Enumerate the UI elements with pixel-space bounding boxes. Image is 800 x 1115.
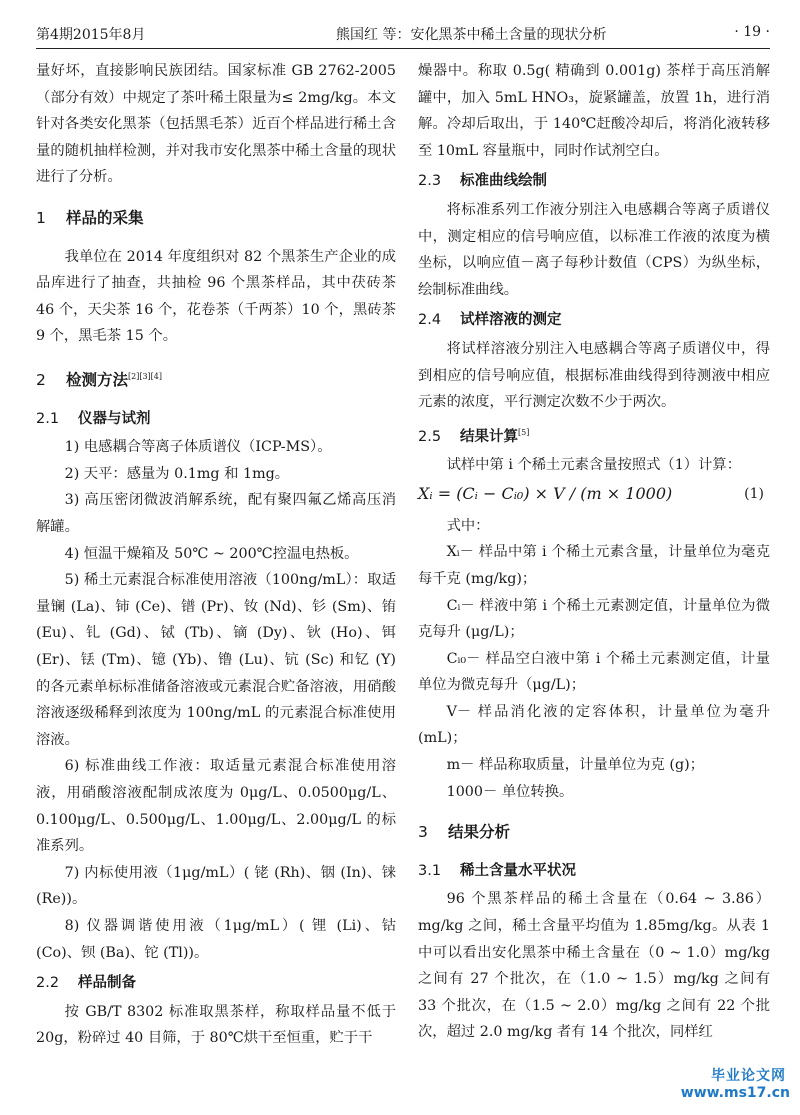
section-number: 2 [36, 371, 46, 390]
subsection-number: 2.3 [418, 173, 442, 190]
citation-ref: [2][3][4] [128, 371, 163, 381]
subsection-number: 2.1 [36, 410, 60, 427]
journal-issue: 第4期2015年8月 [36, 27, 146, 43]
subsection-title: 稀土含量水平状况 [460, 861, 576, 879]
list-item: 1) 电感耦合等离子体质谱仪（ICP-MS）。 [64, 439, 332, 456]
list-item: 4) 恒温干燥箱及 50℃ ~ 200℃控温电热板。 [64, 545, 359, 562]
section-1-heading [36, 205, 396, 232]
subsection-2-3-heading [418, 168, 770, 195]
list-item: 6) 标准曲线工作液：取适量元素混合标准使用溶液，用硝酸溶液配制成浓度为 0μg/L、0.0500μg/L、0.100μg/L、0.500μg/L、1.00μg/L、2.00μg/L 的标准系列。 [36, 758, 396, 855]
list-item: 8) 仪器调谐使用液（1μg/mL）( 锂 (Li)、钴 (Co)、钡 (Ba)、铊 (Tl))。 [36, 917, 396, 961]
list-item: 7) 内标使用液（1μg/mL）( 铑 (Rh)、铟 (In)、铼 (Re))。 [36, 864, 396, 908]
section-number: 3 [418, 823, 428, 842]
subsection-number: 2.2 [36, 975, 60, 992]
list-item: 5) 稀土元素混合标准使用溶液（100ng/mL）：取适量镧 (La)、铈 (Ce)、镨 (Pr)、钕 (Nd)、钐 (Sm)、铕 (Eu)、钆 (Gd)、铽 (Tb)、镝 (Dy)、钬 (Ho)、铒 (Er)、铥 (Tm)、镱 (Yb)、镥 (Lu)、钪 (Sc) 和钇 (Y) 的各元素单标标准储备溶液或元素混合贮备溶液，用硝酸溶液逐级稀释到浓度为 100ng/mL 的元素混合标准使用溶液。 [36, 572, 396, 748]
where-label: 式中： [446, 517, 490, 534]
watermark-url: www.ms17.cn [680, 1085, 790, 1101]
watermark-text: 毕业论文网 [711, 1068, 786, 1084]
definition-item: 1000－ 单位转换。 [446, 783, 574, 800]
subsection-number: 2.5 [418, 428, 442, 445]
subsection-2-1-heading [36, 406, 396, 433]
section-2-3-paragraph: 将标准系列工作液分别注入电感耦合等离子质谱仪中，测定相应的信号响应值，以标准工作液的浓度为横坐标，以响应值－离子每秒计数值（CPS）为纵坐标，绘制标准曲线。 [418, 201, 770, 298]
subsection-2-4-heading [418, 307, 770, 334]
section-title: 样品的采集 [66, 207, 144, 227]
definition-item: m－ 样品称取质量，计量单位为克 (g)； [446, 757, 704, 774]
equation-1 [418, 481, 770, 511]
section-number: 1 [36, 208, 46, 227]
definition-item: V－ 样品消化液的定容体积，计量单位为毫升 (mL)； [418, 703, 770, 747]
intro-paragraph: 量好坏，直接影响民族团结。国家标准 GB 2762-2005（部分有效）中规定了茶叶稀土限量为≤ 2mg/kg。本文针对各类安化黑茶（包括黑毛茶）近百个样品进行稀土含量的随机抽样检测，并对我市安化黑茶中稀土含量的现状进行了分析。 [36, 63, 396, 186]
list-item: 2) 天平：感量为 0.1mg 和 1mg。 [64, 465, 290, 482]
subsection-title: 仪器与试剂 [78, 409, 151, 427]
citation-ref: [5] [518, 427, 530, 437]
subsection-number: 2.4 [418, 312, 442, 329]
list-item: 3) 高压密闭微波消解系统，配有聚四氟乙烯高压消解罐。 [36, 492, 396, 536]
section-2-heading [36, 364, 396, 394]
site-watermark [640, 1065, 790, 1109]
subsection-3-1-heading [418, 858, 770, 885]
subsection-title: 标准曲线绘制 [460, 172, 547, 190]
section-title: 结果分析 [448, 822, 511, 842]
subsection-title: 结果计算 [460, 427, 518, 445]
section-title: 检测方法 [66, 370, 129, 390]
page-number: · 19 · [734, 24, 770, 40]
right-column [418, 58, 770, 1046]
page-header [36, 18, 770, 49]
subsection-title: 样品制备 [78, 974, 136, 992]
equation-text: Xᵢ = (Cᵢ − Cᵢ₀) × V / (m × 1000) [418, 483, 673, 503]
definition-item: Cᵢ₀－ 样品空白液中第 i 个稀土元素测定值，计量单位为微克每升（μg/L)； [418, 650, 770, 694]
definition-item: Xᵢ－ 样品中第 i 个稀土元素含量，计量单位为毫克每千克 (mg/kg)； [418, 544, 770, 587]
equation-number: (1) [744, 485, 764, 502]
left-column [36, 58, 396, 1052]
subsection-title: 试样溶液的测定 [460, 311, 562, 329]
running-title: 熊国红 等：安化黑茶中稀土含量的现状分析 [336, 27, 607, 43]
definition-item: Cᵢ－ 样液中第 i 个稀土元素测定值，计量单位为微克每升 (μg/L)； [418, 597, 770, 641]
subsection-number: 3.1 [418, 862, 442, 879]
formula-intro: 试样中第 i 个稀土元素含量按照式（1）计算： [446, 457, 741, 474]
section-2-4-paragraph: 将试样溶液分别注入电感耦合等离子质谱仪中，得到相应的信号响应值，根据标准曲线得到待测液中相应元素的浓度，平行测定次数不少于两次。 [418, 340, 770, 411]
continued-paragraph: 燥器中。称取 0.5g( 精确到 0.001g) 茶样于高压消解罐中，加入 5mL HNO₃，旋紧罐盖，放置 1h，进行消解。冷却后取出，于 140℃赶酸冷却后，将消化液转移至 10mL 容量瓶中，同时作试剂空白。 [418, 63, 770, 159]
section-3-1-paragraph: 96 个黑茶样品的稀土含量在（0.64 ~ 3.86）mg/kg 之间，稀土含量平均值为 1.85mg/kg。从表 1 中可以看出安化黑茶中稀土含量在（0 ~ 1.0）mg/kg 之间有 27 个批次，在（1.0 ~ 1.5）mg/kg 之间有 33 个批次，在（1.5 ~ 2.0）mg/kg 之间有 22 个批次，超过 2.0 mg/kg 者有 14 个批次，同样红 [418, 891, 770, 1041]
subsection-2-2-heading [36, 970, 396, 997]
subsection-2-5-heading [418, 420, 770, 450]
section-2-2-paragraph: 按 GB/T 8302 标准取黑茶样，称取样品量不低于 20g，粉碎过 40 目筛，于 80℃烘干至恒重，贮于干 [36, 1003, 396, 1047]
section-3-heading [418, 819, 770, 846]
section-1-paragraph: 我单位在 2014 年度组织对 82 个黑茶生产企业的成品库进行了抽查，共抽检 96 个黑茶样品，其中茯砖茶 46 个，天尖茶 16 个，花卷茶（千两茶）10 个，黑砖茶 9 个，黑毛茶 15 个。 [36, 248, 396, 345]
